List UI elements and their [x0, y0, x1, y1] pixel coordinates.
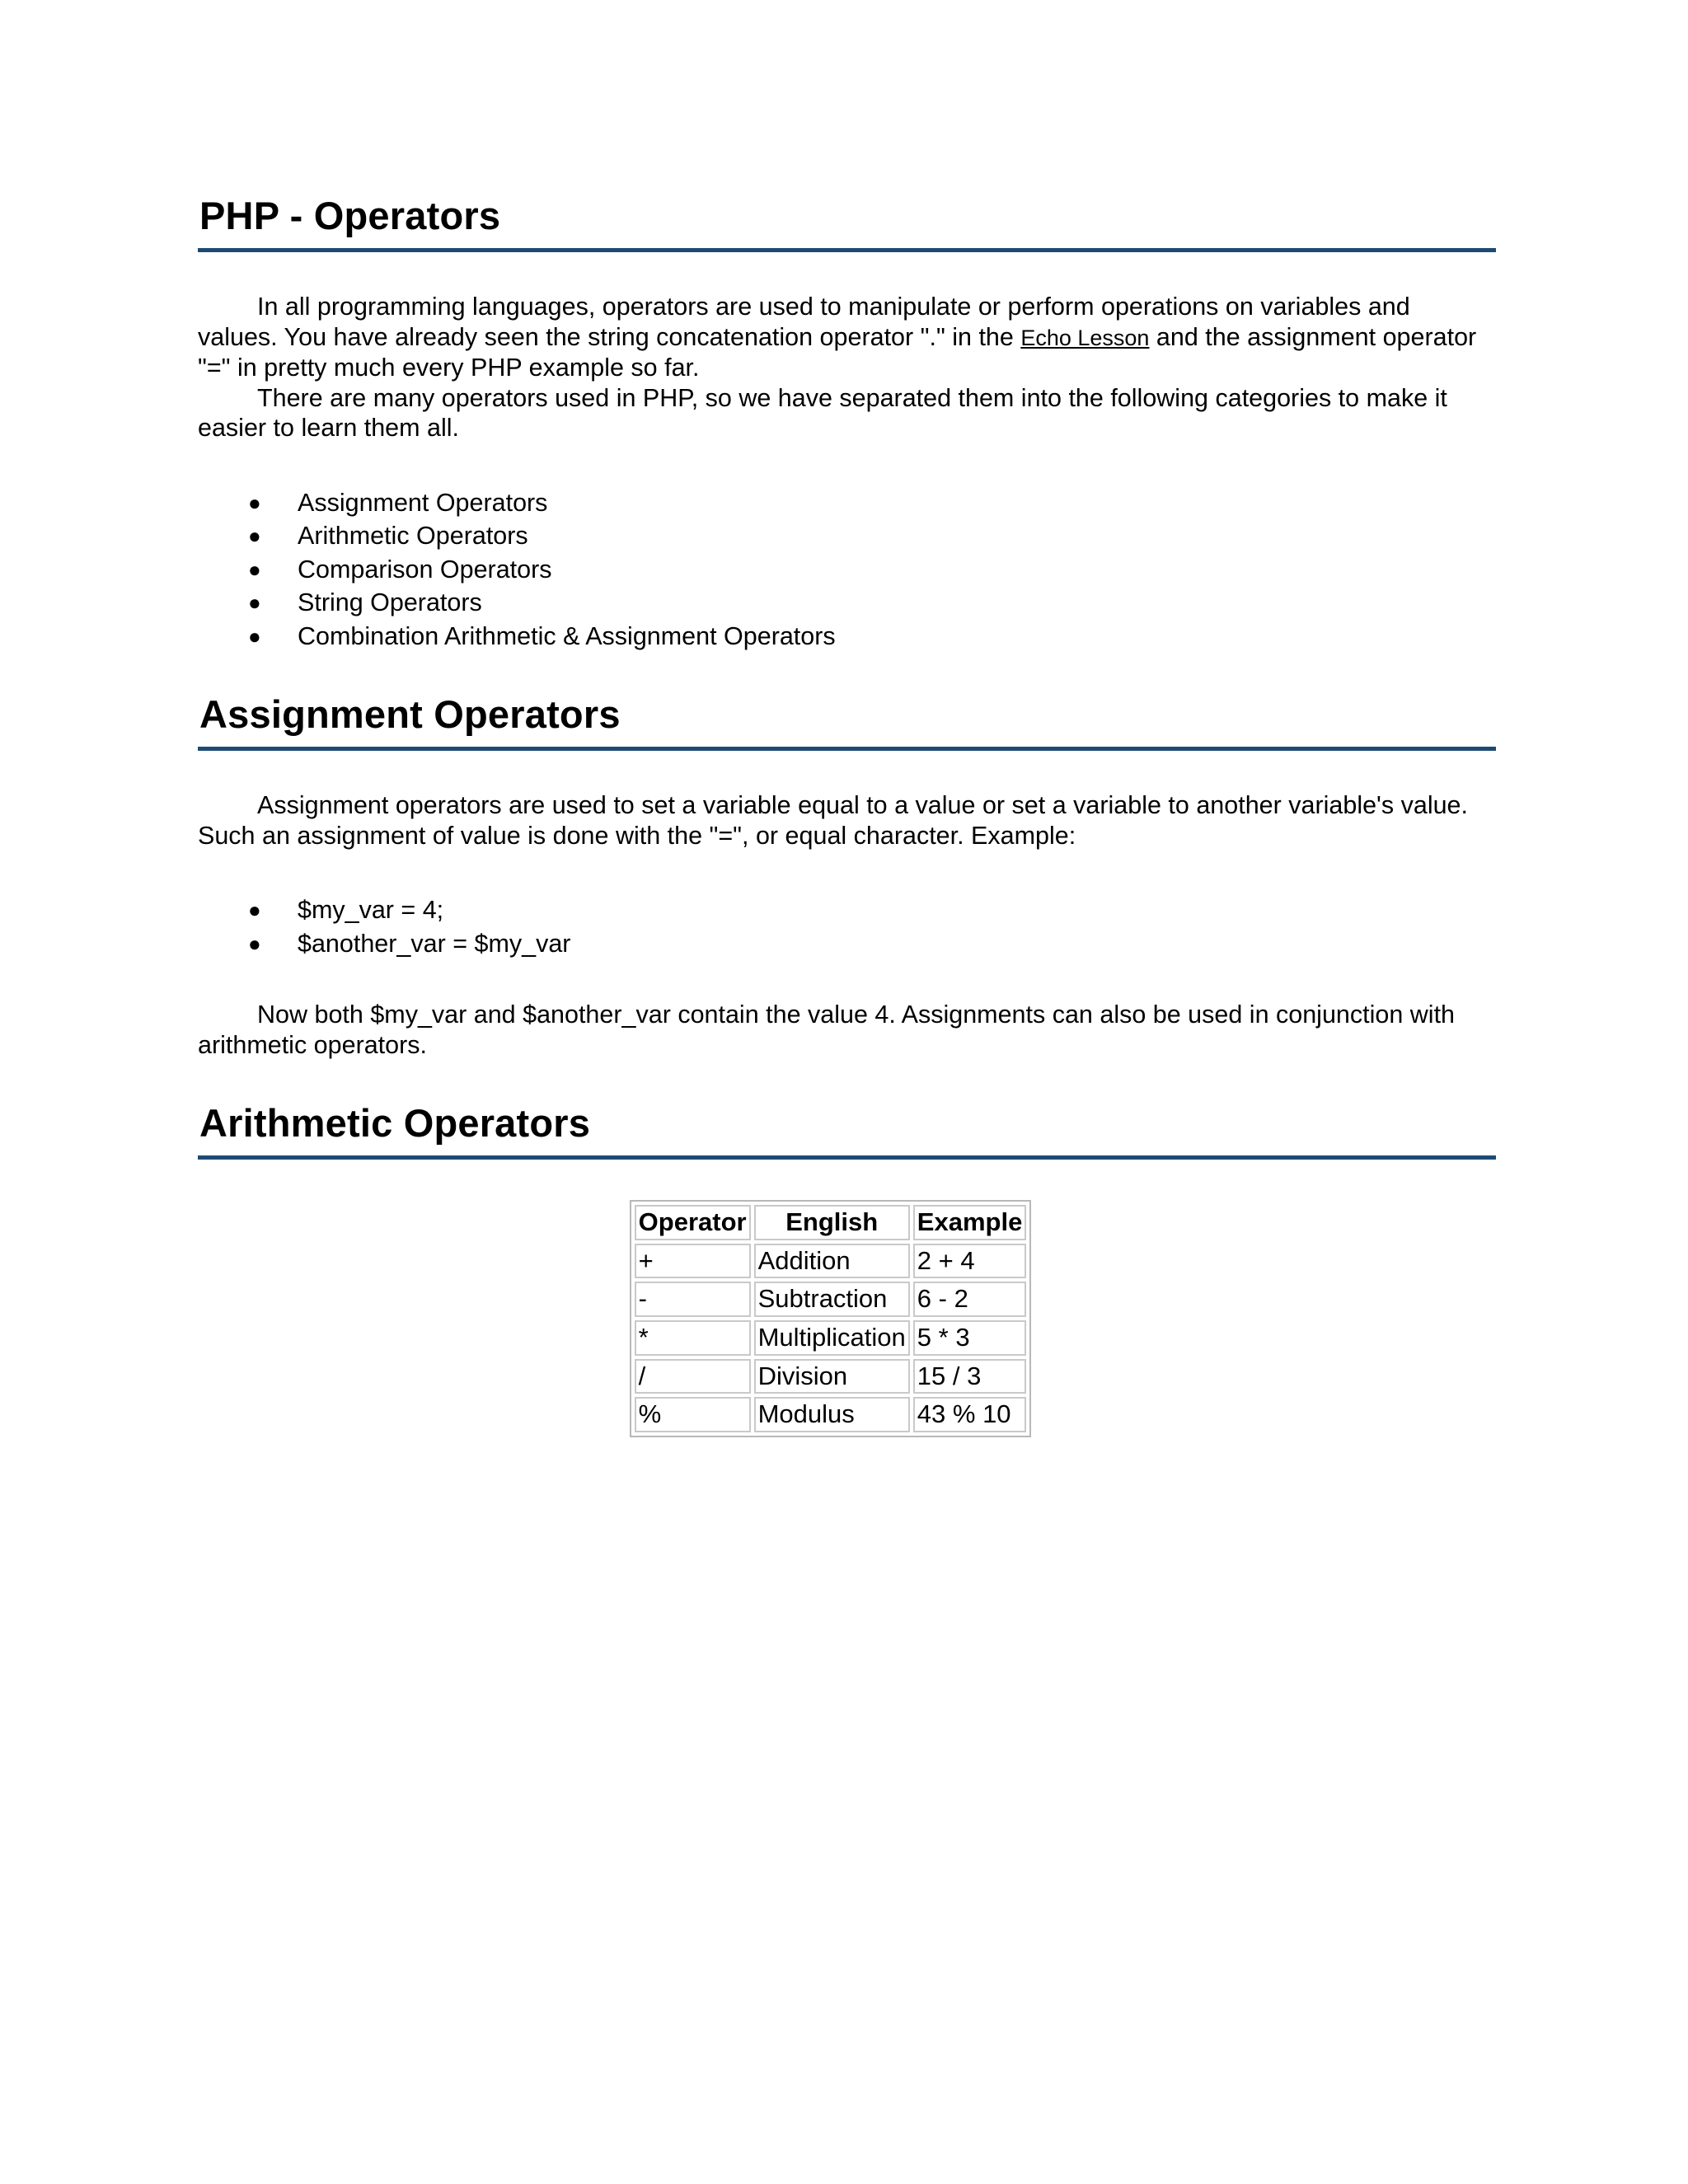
- table-row: [635, 1282, 1027, 1317]
- list-item-label: Arithmetic Operators: [298, 522, 528, 551]
- list-item: [248, 586, 1496, 620]
- column-header-example: Example: [913, 1205, 1027, 1240]
- list-item: [248, 519, 1496, 553]
- list-item: [248, 553, 1496, 587]
- bullet-icon: ●: [248, 523, 261, 549]
- assignment-paragraph-2: Now both $my_var and $another_var contain the value 4. Assignments can also be used in conjunction with arithmetic operators.: [198, 1001, 1456, 1059]
- list-item-label: Comparison Operators: [298, 555, 552, 583]
- intro-paragraph-1-text-a: In all programming languages, operators are used to manipulate or perform operations on variables and values. You have already seen the string concatenation operator "." in the: [198, 293, 1410, 351]
- list-item: [248, 893, 1496, 927]
- example-cell: 15 / 3: [913, 1359, 1027, 1394]
- intro-paragraph-1: [198, 292, 1496, 383]
- bullet-icon: ●: [248, 898, 261, 923]
- document-content: [198, 194, 1496, 1437]
- list-item: [248, 486, 1496, 520]
- intro-paragraph-2: There are many operators used in PHP, so we have separated them into the following categories to make it easier to learn them all.: [198, 383, 1447, 443]
- assignment-text: [198, 790, 1496, 851]
- english-cell: Addition: [754, 1244, 910, 1279]
- intro-paragraph-1-text-b: and the assignment operator "=" in pretty much every PHP example so far.: [198, 322, 1477, 382]
- arithmetic-table-wrapper: [198, 1200, 1496, 1437]
- assignment-text-2: [198, 1000, 1496, 1060]
- bullet-icon: ●: [248, 623, 261, 649]
- table-header-row: [635, 1205, 1027, 1240]
- section-heading-assignment: Assignment Operators: [198, 692, 1496, 751]
- list-item-label: String Operators: [298, 588, 482, 617]
- operator-cell: +: [635, 1244, 751, 1279]
- operator-cell: %: [635, 1397, 751, 1432]
- arithmetic-operators-table: [630, 1200, 1032, 1437]
- echo-lesson-link[interactable]: Echo Lesson: [1020, 325, 1150, 350]
- list-item-label: $my_var = 4;: [298, 896, 444, 925]
- assignment-paragraph-1: Assignment operators are used to set a variable equal to a value or set a variable to another variable's value. Such an assignment of value is done with the "=", or equal character. Example:: [198, 791, 1468, 850]
- column-header-operator: Operator: [635, 1205, 751, 1240]
- table-row: [635, 1244, 1027, 1279]
- assignment-example-list: [198, 893, 1496, 960]
- intro-text: [198, 292, 1496, 443]
- bullet-icon: ●: [248, 490, 261, 515]
- english-cell: Division: [754, 1359, 910, 1394]
- example-cell: 43 % 10: [913, 1397, 1027, 1432]
- bullet-icon: ●: [248, 590, 261, 616]
- bullet-icon: ●: [248, 556, 261, 582]
- example-cell: 2 + 4: [913, 1244, 1027, 1279]
- category-list: [198, 486, 1496, 654]
- example-cell: 6 - 2: [913, 1282, 1027, 1317]
- operator-cell: -: [635, 1282, 751, 1317]
- operator-cell: /: [635, 1359, 751, 1394]
- operator-cell: *: [635, 1320, 751, 1356]
- table-row: [635, 1397, 1027, 1432]
- bullet-icon: ●: [248, 930, 261, 956]
- list-item: [248, 620, 1496, 654]
- column-header-english: English: [754, 1205, 910, 1240]
- english-cell: Multiplication: [754, 1320, 910, 1356]
- example-cell: 5 * 3: [913, 1320, 1027, 1356]
- table-row: [635, 1320, 1027, 1356]
- section-heading-arithmetic: Arithmetic Operators: [198, 1101, 1496, 1160]
- english-cell: Subtraction: [754, 1282, 910, 1317]
- list-item: [248, 927, 1496, 961]
- page-title: PHP - Operators: [198, 194, 1496, 252]
- list-item-label: $another_var = $my_var: [298, 929, 571, 958]
- list-item-label: Assignment Operators: [298, 488, 548, 517]
- table-row: [635, 1359, 1027, 1394]
- english-cell: Modulus: [754, 1397, 910, 1432]
- list-item-label: Combination Arithmetic & Assignment Operators: [298, 621, 836, 650]
